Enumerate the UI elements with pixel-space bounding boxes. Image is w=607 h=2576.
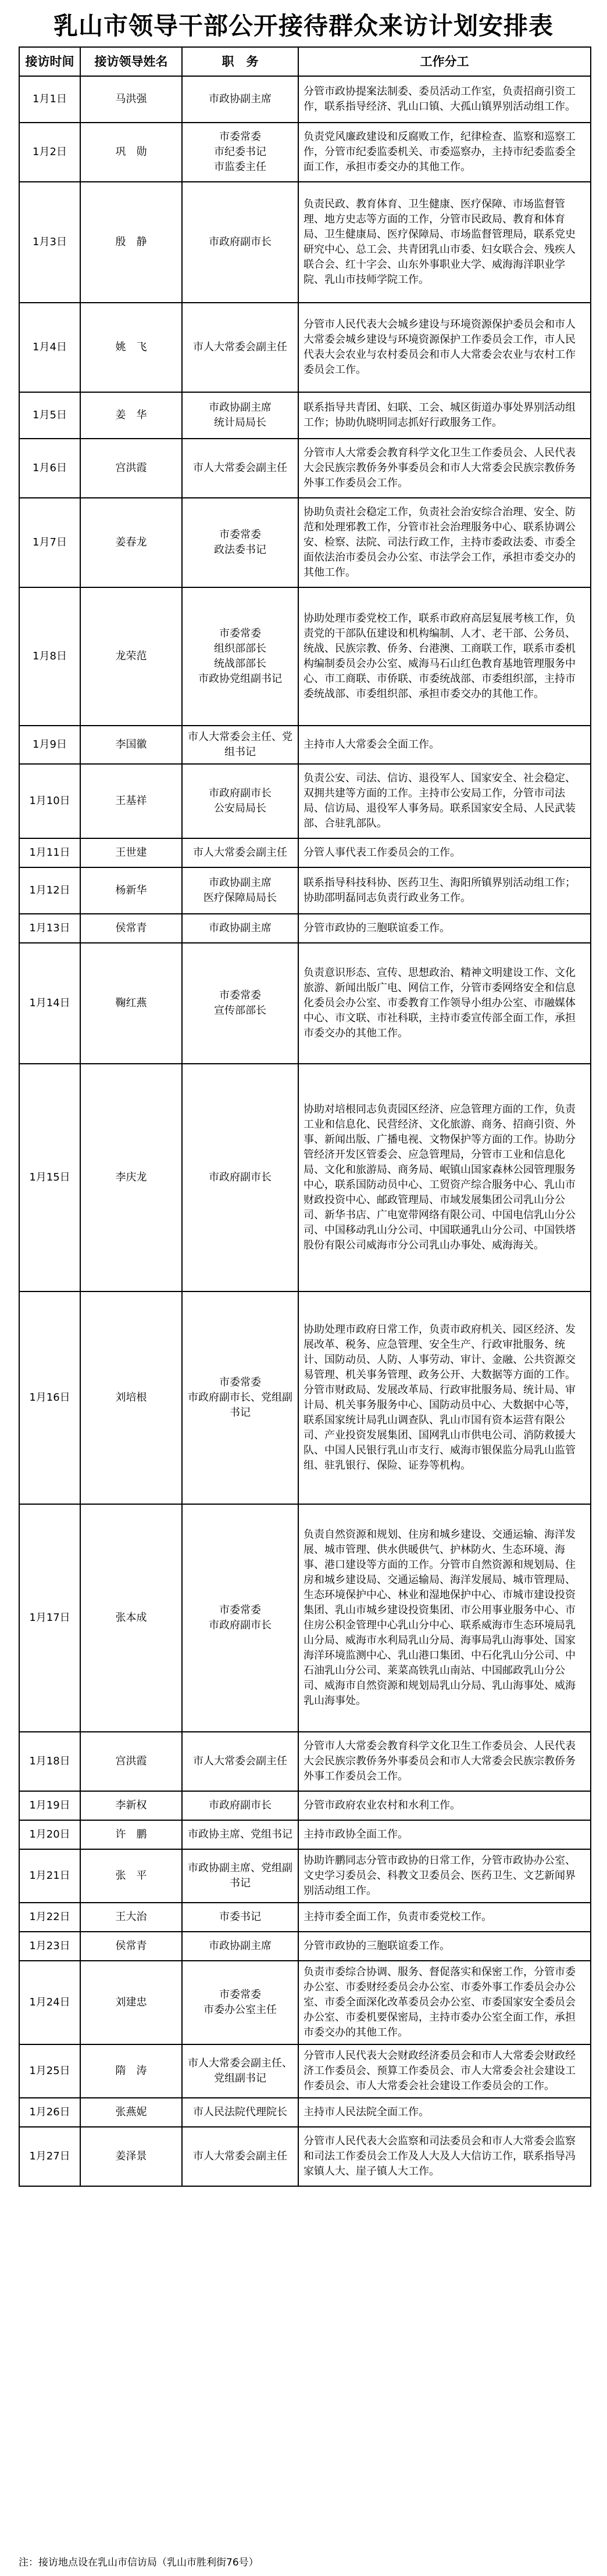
table-row xyxy=(19,1961,591,2044)
row-date: 1月1日 xyxy=(19,76,80,123)
row-position: 市委常委 组织部部长 统战部部长 市政协党组副书记 xyxy=(182,587,298,726)
row-date: 1月18日 xyxy=(19,1732,80,1791)
row-position: 市政府副市长 xyxy=(182,182,298,303)
row-duties: 分管市人民代表大会城乡建设与环境资源保护委员会和市人大常委会城乡建设与环境资源保护工作委员会工作，市人民代表大会农业与农村委员会和市人大常委会农业与农村工作委员会工作。 xyxy=(298,303,591,392)
row-leader-name: 姜春龙 xyxy=(80,498,182,587)
row-duties: 负责党风廉政建设和反腐败工作，纪律检查、监察和巡察工作，分管市纪委监委机关、市委巡察办，主持市纪委监委全面工作，承担市委交办的其他工作。 xyxy=(298,123,591,182)
row-position: 市人大常委会副主任 xyxy=(182,838,298,867)
table-header-row xyxy=(19,47,591,76)
row-date: 1月26日 xyxy=(19,2098,80,2127)
row-duties: 主持市人大常委会全面工作。 xyxy=(298,726,591,764)
row-date: 1月23日 xyxy=(19,1932,80,1961)
row-leader-name: 姜 华 xyxy=(80,392,182,439)
row-leader-name: 杨新华 xyxy=(80,867,182,914)
table-row xyxy=(19,1849,591,1903)
footnote: 注：接访地点设在乳山市信访局（乳山市胜利街76号） xyxy=(19,2557,259,2568)
row-date: 1月12日 xyxy=(19,867,80,914)
table-row xyxy=(19,867,591,914)
row-position: 市政协副主席 xyxy=(182,1932,298,1961)
row-position: 市委常委 政法委书记 xyxy=(182,498,298,587)
row-leader-name: 姚 飞 xyxy=(80,303,182,392)
row-position: 市政府副市长 公安局局长 xyxy=(182,764,298,838)
row-duties: 协助对培根同志负责园区经济、应急管理方面的工作，负责工业和信息化、民营经济、文化旅游、商务、招商引资、外事、新闻出版、广播电视、文物保护等方面的工作。协助分管经济开发区管委会、应急管理局，分管市工业和信息化局、文化和旅游局、商务局、岷镇山国家森林公园管理服务中心，联系国防动员中心、工贸资产综合服务中心、乳山市财政投资中心、邮政管理局、市域发展集团公司乳山分公司、新华书店、广电宽带网络有限公司、中国电信乳山分公司、中国移动乳山分公司、中国联通乳山分公司、中国铁塔股份有限公司威海市分公司乳山办事处、威海海关。 xyxy=(298,1064,591,1291)
row-leader-name: 刘培根 xyxy=(80,1291,182,1504)
row-date: 1月3日 xyxy=(19,182,80,303)
table-body xyxy=(19,76,591,2186)
row-leader-name: 姜泽景 xyxy=(80,2127,182,2186)
row-duties: 负责公安、司法、信访、退役军人、国家安全、社会稳定、双拥共建等方面的工作。主持市公安局工作，分管市司法局、信访局、退役军人事务局。联系国家安全局、人民武装部、合驻乳部队。 xyxy=(298,764,591,838)
row-date: 1月19日 xyxy=(19,1791,80,1820)
row-leader-name: 隋 涛 xyxy=(80,2044,182,2098)
row-position: 市人大常委会副主任 xyxy=(182,303,298,392)
row-duties: 协助负责社会稳定工作，负责社会治安综合治理、安全、防范和处理邪教工作，分管市社会治理服务中心、联系协调公安、检察、法院、司法行政工作，主持市委政法委、市委全面依法治市委员会办公室、市法学会工作，承担市委交办的其他工作。 xyxy=(298,498,591,587)
row-date: 1月22日 xyxy=(19,1903,80,1932)
row-duties: 协助许鹏同志分管市政协的日常工作，分管市政协办公室、文史学习委员会、科教文卫委员会、医药卫生、文艺新闻界别活动组工作。 xyxy=(298,1849,591,1903)
header-name: 接访领导姓名 xyxy=(80,47,182,76)
table-row xyxy=(19,1932,591,1961)
row-date: 1月14日 xyxy=(19,943,80,1064)
row-duties: 联系指导科技科协、医药卫生、海阳所镇界别活动组工作；协助邵明磊同志负责行政业务工作。 xyxy=(298,867,591,914)
row-date: 1月9日 xyxy=(19,726,80,764)
row-leader-name: 宫洪霞 xyxy=(80,439,182,498)
row-position: 市委常委 市政府副市长、党组副书记 xyxy=(182,1291,298,1504)
table-row xyxy=(19,1064,591,1291)
row-position: 市人大常委会副主任 xyxy=(182,2127,298,2186)
table-row xyxy=(19,303,591,392)
row-leader-name: 侯常青 xyxy=(80,1932,182,1961)
row-position: 市政府副市长 xyxy=(182,1064,298,1291)
row-duties: 负责意识形态、宣传、思想政治、精神文明建设工作、文化旅游、新闻出版广电、网信工作，分管市委网络安全和信息化委员会办公室、市委教育工作领导小组办公室、市融媒体中心、市文联、市社科联，主持市委宣传部全面工作，承担市委交办的其他工作。 xyxy=(298,943,591,1064)
row-leader-name: 许 鹏 xyxy=(80,1820,182,1849)
row-date: 1月15日 xyxy=(19,1064,80,1291)
table-row xyxy=(19,1732,591,1791)
row-leader-name: 侯常青 xyxy=(80,914,182,943)
row-duties: 分管市政协的三胞联谊委工作。 xyxy=(298,914,591,943)
row-date: 1月25日 xyxy=(19,2044,80,2098)
table-row xyxy=(19,764,591,838)
row-position: 市人大常委会主任、党组书记 xyxy=(182,726,298,764)
row-position: 市人大常委会副主任 xyxy=(182,1732,298,1791)
table-row xyxy=(19,1791,591,1820)
row-position: 市政协副主席 医疗保障局局长 xyxy=(182,867,298,914)
row-duties: 分管市政协提案法制委、委员活动工作室，负责招商引资工作，联系指导经济、乳山口镇、大孤山镇界别活动组工作。 xyxy=(298,76,591,123)
row-leader-name: 李新权 xyxy=(80,1791,182,1820)
row-duties: 分管市人大常委会教育科学文化卫生工作委员会、人民代表大会民族宗教侨务外事委员会和市人大常委会民族宗教侨务外事工作委员会工作。 xyxy=(298,439,591,498)
row-duties: 分管人事代表工作委员会的工作。 xyxy=(298,838,591,867)
row-duties: 主持市政协全面工作。 xyxy=(298,1820,591,1849)
row-date: 1月8日 xyxy=(19,587,80,726)
row-leader-name: 龙荣范 xyxy=(80,587,182,726)
row-duties: 联系指导共青团、妇联、工会、城区街道办事处界别活动组工作；协助仇晓明同志抓好行政服务工作。 xyxy=(298,392,591,439)
row-date: 1月24日 xyxy=(19,1961,80,2044)
row-date: 1月16日 xyxy=(19,1291,80,1504)
row-position: 市政协副主席 xyxy=(182,76,298,123)
row-leader-name: 马洪强 xyxy=(80,76,182,123)
row-date: 1月5日 xyxy=(19,392,80,439)
row-duties: 分管市人民代表大会监察和司法委员会和市人大常委会监察和司法工作委员会工作及人大及人大信访工作，联系指导冯家镇人大、崖子镇人大工作。 xyxy=(298,2127,591,2186)
row-leader-name: 李国徽 xyxy=(80,726,182,764)
header-role: 职 务 xyxy=(182,47,298,76)
row-position: 市人大常委会副主任、党组副书记 xyxy=(182,2044,298,2098)
row-position: 市委常委 市纪委书记 市监委主任 xyxy=(182,123,298,182)
table-row xyxy=(19,2098,591,2127)
row-date: 1月17日 xyxy=(19,1504,80,1732)
row-leader-name: 巩 勋 xyxy=(80,123,182,182)
header-duty: 工作分工 xyxy=(298,47,591,76)
table-row xyxy=(19,1820,591,1849)
table-row xyxy=(19,2044,591,2098)
table-row xyxy=(19,182,591,303)
row-date: 1月11日 xyxy=(19,838,80,867)
row-duties: 负责自然资源和规划、住房和城乡建设、交通运输、海洋发展、城市管理、供水供暖供气、护林防火、生态环境、海事、港口建设等方面的工作。分管市自然资源和规划局、住房和城乡建设局、交通运输局、海洋发展局、城市管理局、生态环境保护中心、林业和湿地保护中心、市城市建设投资集团、乳山市城乡建设投资集团、市公用事业服务中心、市住房公积金管理中心乳山分中心、联系威海市生态环境局乳山分局、威海市水利局乳山分局、海事局乳山海事处、国家海洋环境监测中心、乳山港口集团、中石化乳山分公司、中石油乳山分公司、莱菜高铁乳山南站、中国邮政乳山分公司、威海市自然资源和规划局乳山分局、乳山海事处、威海乳山海事处。 xyxy=(298,1504,591,1732)
row-date: 1月4日 xyxy=(19,303,80,392)
row-date: 1月21日 xyxy=(19,1849,80,1903)
table-row xyxy=(19,392,591,439)
row-duties: 分管市人大常委会教育科学文化卫生工作委员会、人民代表大会民族宗教侨务外事委员会和市人大常委会民族宗教侨务外事工作委员会工作。 xyxy=(298,1732,591,1791)
row-position: 市委常委 市委办公室主任 xyxy=(182,1961,298,2044)
table-row xyxy=(19,914,591,943)
row-duties: 负责民政、教育体育、卫生健康、医疗保障、市场监督管理、地方史志等方面的工作，分管市民政局、教育和体育局、卫生健康局、医疗保障局、市场监督管理局，联系党史研究中心、总工会、共青团乳山市委、妇女联合会、残疾人联合会、红十字会、山东外事职业大学、威海海洋职业学院、乳山市技师学院工作。 xyxy=(298,182,591,303)
row-leader-name: 鞠红燕 xyxy=(80,943,182,1064)
row-leader-name: 张燕妮 xyxy=(80,2098,182,2127)
row-position: 市人大常委会副主任 xyxy=(182,439,298,498)
table-row xyxy=(19,726,591,764)
page-title: 乳山市领导干部公开接待群众来访计划安排表 xyxy=(53,12,554,40)
table-row xyxy=(19,1504,591,1732)
table-row xyxy=(19,439,591,498)
row-leader-name: 张本成 xyxy=(80,1504,182,1732)
row-duties: 分管市政府农业农村和水利工作。 xyxy=(298,1791,591,1820)
row-date: 1月10日 xyxy=(19,764,80,838)
table-row xyxy=(19,498,591,587)
row-position: 市政协副主席 统计局局长 xyxy=(182,392,298,439)
row-duties: 主持市委全面工作，负责市委党校工作。 xyxy=(298,1903,591,1932)
row-duties: 分管市人民代表大会财政经济委员会和市人大常委会财政经济工作委员会、预算工作委员会、市人大常委会社会建设工作委员会、市人大常委会社会建设工作委员会的工作。 xyxy=(298,2044,591,2098)
row-leader-name: 张 平 xyxy=(80,1849,182,1903)
row-leader-name: 刘建忠 xyxy=(80,1961,182,2044)
schedule-table xyxy=(19,46,591,2187)
row-leader-name: 宫洪霞 xyxy=(80,1732,182,1791)
row-duties: 协助处理市委党校工作，联系市政府高层复展考核工作，负责党的干部队伍建设和机构编制、人才、老干部、公务员、统战、民族宗教、侨务、台港澳、工商联工作，联系市委机构编制委员会办公室、威海马石山红色教育基地管理服务中心、市工商联、市侨联、市委统战部、市委组织部，主持市委统战部、市委组织部、承担市委交办的其他工作。 xyxy=(298,587,591,726)
table-row xyxy=(19,123,591,182)
row-position: 市委书记 xyxy=(182,1903,298,1932)
row-date: 1月2日 xyxy=(19,123,80,182)
row-position: 市政协主席、党组书记 xyxy=(182,1820,298,1849)
row-date: 1月13日 xyxy=(19,914,80,943)
row-duties: 主持市人民法院全面工作。 xyxy=(298,2098,591,2127)
row-position: 市委常委 宣传部部长 xyxy=(182,943,298,1064)
row-position: 市委常委 市政府副市长 xyxy=(182,1504,298,1732)
row-leader-name: 王世建 xyxy=(80,838,182,867)
row-duties: 分管市政协的三胞联谊委工作。 xyxy=(298,1932,591,1961)
table-row xyxy=(19,1291,591,1504)
table-row xyxy=(19,838,591,867)
table-row xyxy=(19,2127,591,2186)
table-row xyxy=(19,76,591,123)
row-date: 1月6日 xyxy=(19,439,80,498)
row-leader-name: 殷 静 xyxy=(80,182,182,303)
table-row xyxy=(19,943,591,1064)
row-duties: 负责市委综合协调、服务、督促落实和保密工作，分管市委办公室、市委财经委员会办公室、市委外事工作委员会办公室、市委全面深化改革委员会办公室、市委国家安全委员会办公室、市委机要保密局，主持市委办公室全面工作，承担市委交办的其他工作。 xyxy=(298,1961,591,2044)
row-date: 1月7日 xyxy=(19,498,80,587)
row-position: 市政府副市长 xyxy=(182,1791,298,1820)
row-position: 市政协副主席 xyxy=(182,914,298,943)
table-row xyxy=(19,1903,591,1932)
row-leader-name: 王大治 xyxy=(80,1903,182,1932)
table-row xyxy=(19,587,591,726)
row-date: 1月27日 xyxy=(19,2127,80,2186)
row-position: 市政协副主席、党组副书记 xyxy=(182,1849,298,1903)
row-date: 1月20日 xyxy=(19,1820,80,1849)
header-date: 接访时间 xyxy=(19,47,80,76)
row-leader-name: 李庆龙 xyxy=(80,1064,182,1291)
row-leader-name: 王基祥 xyxy=(80,764,182,838)
row-duties: 协助处理市政府日常工作，负责市政府机关、园区经济、发展改革、税务、应急管理、安全生产、行政审批服务、统计、国防动员、人防、人事劳动、审计、金融、公共资源交易管理、机关事务管理、政务公开、大数据等方面的工作。分管市财政局、发展改革局、行政审批服务局、统计局、审计局、机关事务服务中心、国防动员中心、大数据中心等，联系国家统计局乳山调查队、乳山市国有资本运营有限公司、产业投资发展集团、国网乳山市供电公司、消防救援大队、中国人民银行乳山市支行、威海市银保监分局乳山监管组、驻乳银行、保险、证券等机构。 xyxy=(298,1291,591,1504)
row-position: 市人民法院代理院长 xyxy=(182,2098,298,2127)
